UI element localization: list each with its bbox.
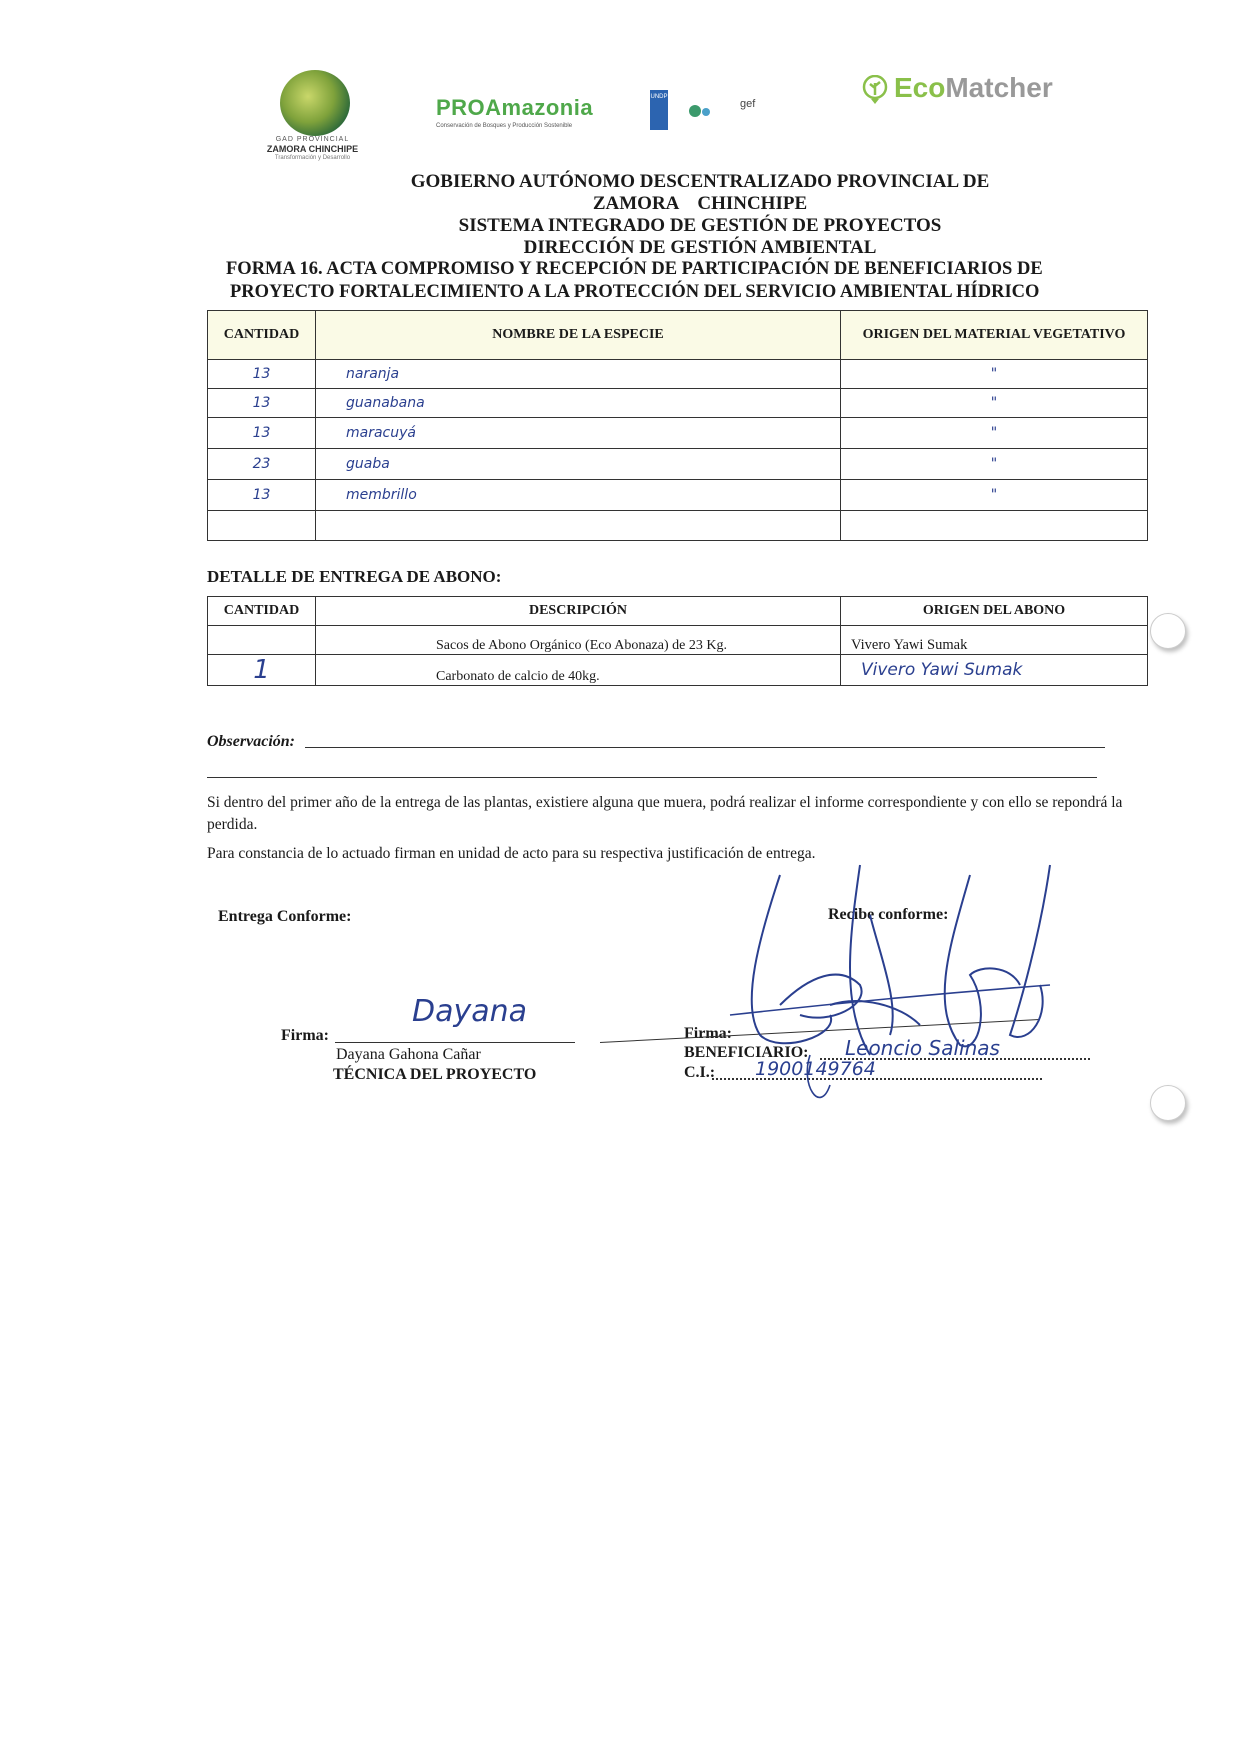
- ecomatcher-leaf-icon: [862, 75, 888, 105]
- species-qty: 23: [208, 449, 316, 480]
- header-line2: ZAMORA CHINCHIPE: [592, 193, 808, 214]
- beneficiary-label: BENEFICIARIO:: [684, 1044, 809, 1061]
- left-name: Dayana Gahona Cañar: [336, 1046, 481, 1063]
- gad-logo-line2: ZAMORA CHINCHIPE: [266, 144, 359, 154]
- fertilizer-desc: Carbonato de calcio de 40kg.: [316, 655, 841, 686]
- entrega-conforme-label: Entrega Conforme:: [218, 908, 352, 925]
- gad-logo: [250, 70, 375, 160]
- species-name: guaba: [316, 449, 841, 480]
- species-qty: 13: [208, 480, 316, 511]
- observation-line-1: [305, 747, 1105, 748]
- beneficiary-signature-scribble-icon: [720, 855, 1080, 1115]
- fertilizer-qty: [208, 626, 316, 655]
- table-row: [208, 511, 1148, 541]
- species-qty: [208, 511, 316, 541]
- species-origin: ": [841, 389, 1148, 418]
- table-row: [208, 626, 1148, 655]
- recibe-conforme-label: Recibe conforme:: [828, 906, 949, 923]
- proamazonia-subtitle: Conservación de Bosques y Producción Sostenible: [436, 123, 573, 129]
- table-row: [208, 360, 1148, 389]
- ecomatcher-eco: Eco: [894, 72, 946, 103]
- fertilizer-origin: Vivero Yawi Sumak: [841, 626, 1148, 655]
- observation-line-2: [207, 777, 1097, 778]
- punch-hole-top: [1150, 613, 1186, 649]
- species-origin: ": [841, 449, 1148, 480]
- observation-label: Observación:: [207, 733, 295, 750]
- undp-logo: [650, 90, 668, 130]
- species-col-origin: ORIGEN DEL MATERIAL VEGETATIVO: [841, 311, 1148, 360]
- species-name: maracuyá: [316, 418, 841, 449]
- gad-emblem-icon: [280, 70, 350, 136]
- ecomatcher-matcher: Matcher: [945, 72, 1053, 103]
- left-firma-label: Firma:: [281, 1027, 329, 1044]
- species-name: naranja: [316, 360, 841, 389]
- fertilizer-table: [207, 596, 1148, 686]
- gad-logo-line1: GAD PROVINCIAL: [275, 136, 350, 143]
- right-firma-label: Firma:: [684, 1025, 732, 1042]
- proamazonia-logo: [436, 95, 636, 135]
- paragraph-replacement: Si dentro del primer año de la entrega de las plantas, existiere alguna que muera, podrá realizar el informe correspondiente y con ello se repondrá la perdida.: [207, 794, 1123, 833]
- species-origin: ": [841, 360, 1148, 389]
- species-name: guanabana: [316, 389, 841, 418]
- beneficiary-name: Leoncio Salinas: [845, 1036, 1000, 1060]
- species-qty: 13: [208, 418, 316, 449]
- fertilizer-col-desc: DESCRIPCIÓN: [316, 597, 841, 626]
- table-row: [208, 480, 1148, 511]
- ci-value: 1900149764: [755, 1058, 876, 1080]
- species-origin: [841, 511, 1148, 541]
- header-line5: FORMA 16. ACTA COMPROMISO Y RECEPCIÓN DE PARTICIPACIÓN DE BENEFICIARIOS DE: [226, 259, 1043, 279]
- ecomatcher-logo: [862, 72, 1122, 114]
- left-role: TÉCNICA DEL PROYECTO: [333, 1066, 537, 1083]
- fertilizer-origin: Vivero Yawi Sumak: [841, 655, 1148, 686]
- proamazonia-name: PROAmazonia: [436, 95, 594, 120]
- species-name: membrillo: [316, 480, 841, 511]
- table-row: [208, 389, 1148, 418]
- species-origin: ": [841, 418, 1148, 449]
- header-line1: GOBIERNO AUTÓNOMO DESCENTRALIZADO PROVINCIAL DE: [410, 171, 990, 192]
- species-col-qty: CANTIDAD: [208, 311, 316, 360]
- left-signature-line: [335, 1042, 575, 1043]
- table-row: [208, 449, 1148, 480]
- species-table: [207, 310, 1148, 541]
- left-signature: Dayana: [412, 994, 528, 1029]
- species-qty: 13: [208, 389, 316, 418]
- ci-label: C.I.:: [684, 1064, 716, 1081]
- header-line6: PROYECTO FORTALECIMIENTO A LA PROTECCIÓN DEL SERVICIO AMBIENTAL HÍDRICO: [230, 282, 1040, 302]
- table-row: [208, 655, 1148, 686]
- fertilizer-col-qty: CANTIDAD: [208, 597, 316, 626]
- fertilizer-desc: Sacos de Abono Orgánico (Eco Abonaza) de 23 Kg.: [316, 626, 841, 655]
- fertilizer-col-origin: ORIGEN DEL ABONO: [841, 597, 1148, 626]
- species-origin: ": [841, 480, 1148, 511]
- gef-logo: gef: [740, 98, 756, 110]
- header-line3: SISTEMA INTEGRADO DE GESTIÓN DE PROYECTOS: [458, 215, 942, 236]
- fertilizer-title: DETALLE DE ENTREGA DE ABONO:: [207, 567, 502, 586]
- partner-logo-icon: [688, 104, 714, 118]
- header-line4: DIRECCIÓN DE GESTIÓN AMBIENTAL: [523, 237, 877, 258]
- punch-hole-bottom: [1150, 1085, 1186, 1121]
- fertilizer-qty: 1: [208, 655, 316, 686]
- table-row: [208, 418, 1148, 449]
- undp-label: UNDP: [650, 94, 668, 100]
- paragraph-constancia: Para constancia de lo actuado firman en unidad de acto para su respectiva justificación de entrega.: [207, 845, 816, 862]
- species-qty: 13: [208, 360, 316, 389]
- species-col-name: NOMBRE DE LA ESPECIE: [316, 311, 841, 360]
- gad-logo-line3: Transformación y Desarrollo: [274, 155, 351, 161]
- species-name: [316, 511, 841, 541]
